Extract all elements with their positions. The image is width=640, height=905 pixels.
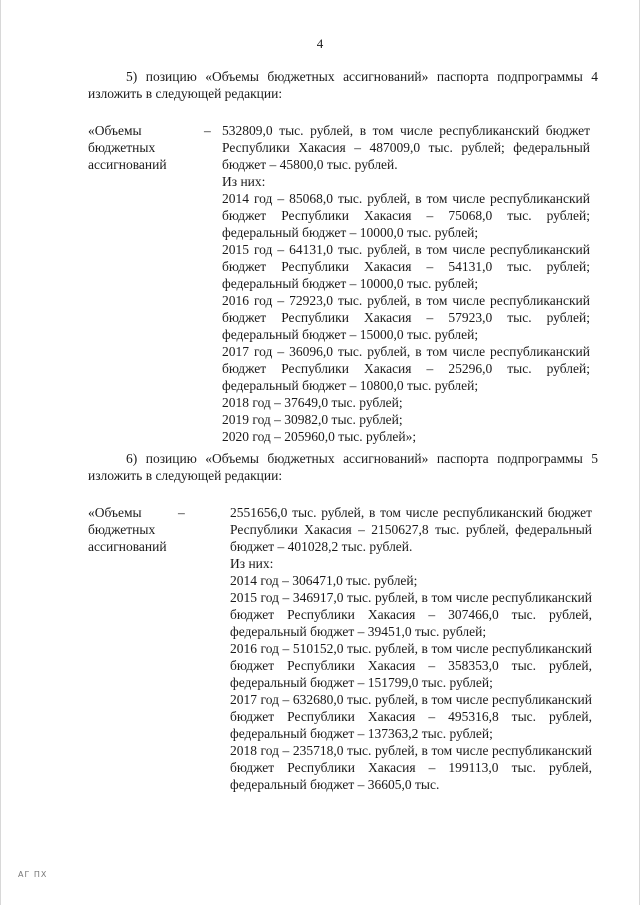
section-6-year-2016: 2016 год – 510152,0 тыс. рублей, в том числе республиканский бюджет Республики Хакасия – 358353,0 тыс. рублей, федеральный бюджет – 151799,0 тыс. рублей;	[230, 641, 592, 690]
section-6-from-them: Из них:	[230, 556, 274, 571]
section-5-label: «Объемы бюджетных ассигнований	[88, 123, 167, 172]
section-5-from-them: Из них:	[222, 174, 266, 189]
section-6-year-2017: 2017 год – 632680,0 тыс. рублей, в том числе республиканский бюджет Республики Хакасия – 495316,8 тыс. рублей, федеральный бюджет – 137363,2 тыс. рублей;	[230, 692, 592, 741]
section-5-intro-text: 5) позицию «Объемы бюджетных ассигнований» паспорта подпрограммы 4 изложить в следующей редакции:	[88, 69, 598, 101]
section-5-year-2015: 2015 год – 64131,0 тыс. рублей, в том числе республиканский бюджет Республики Хакасия – 54131,0 тыс. рублей; федеральный бюджет – 10000,0 тыс. рублей;	[222, 242, 590, 291]
section-5-body	[222, 122, 590, 445]
section-5-year-2017: 2017 год – 36096,0 тыс. рублей, в том числе республиканский бюджет Республики Хакасия – 25296,0 тыс. рублей; федеральный бюджет – 10800,0 тыс. рублей;	[222, 344, 590, 393]
section-5-year-2019: 2019 год – 30982,0 тыс. рублей;	[222, 412, 403, 427]
section-5-dash: –	[204, 123, 211, 138]
section-6-intro-text: 6) позицию «Объемы бюджетных ассигнований» паспорта подпрограммы 5 изложить в следующей редакции:	[88, 451, 598, 483]
section-6-year-2014: 2014 год – 306471,0 тыс. рублей;	[230, 573, 418, 588]
section-6-dash: –	[178, 505, 185, 520]
section-5-year-2014: 2014 год – 85068,0 тыс. рублей, в том числе республиканский бюджет Республики Хакасия – 75068,0 тыс. рублей; федеральный бюджет – 10000,0 тыс. рублей;	[222, 191, 590, 240]
section-6-label: «Объемы бюджетных ассигнований	[88, 505, 167, 554]
page-number: 4	[316, 36, 324, 51]
section-6-year-2015: 2015 год – 346917,0 тыс. рублей, в том числе республиканский бюджет Республики Хакасия – 307466,0 тыс. рублей, федеральный бюджет – 39451,0 тыс. рублей;	[230, 590, 592, 639]
section-6-total: 2551656,0 тыс. рублей, в том числе республиканский бюджет Республики Хакасия – 2150627,8 тыс. рублей, федеральный бюджет – 401028,2 тыс. рублей.	[230, 505, 592, 554]
section-6-body	[230, 504, 592, 793]
left-scan-edge	[0, 0, 1, 905]
section-5-year-2016: 2016 год – 72923,0 тыс. рублей, в том числе республиканский бюджет Республики Хакасия – 57923,0 тыс. рублей; федеральный бюджет – 15000,0 тыс. рублей;	[222, 293, 590, 342]
section-6-intro	[88, 450, 598, 484]
section-5-year-2020: 2020 год – 205960,0 тыс. рублей»;	[222, 429, 417, 444]
section-5-intro	[88, 68, 598, 102]
section-6-year-2018: 2018 год – 235718,0 тыс. рублей, в том числе республиканский бюджет Республики Хакасия – 199113,0 тыс. рублей, федеральный бюджет – 36605,0 тыс.	[230, 743, 592, 792]
footer-mark: АГ ПХ	[18, 870, 48, 879]
section-5-year-2018: 2018 год – 37649,0 тыс. рублей;	[222, 395, 403, 410]
section-5-total: 532809,0 тыс. рублей, в том числе республиканский бюджет Республики Хакасия – 487009,0 тыс. рублей; федеральный бюджет – 45800,0 тыс. рублей.	[222, 123, 590, 172]
